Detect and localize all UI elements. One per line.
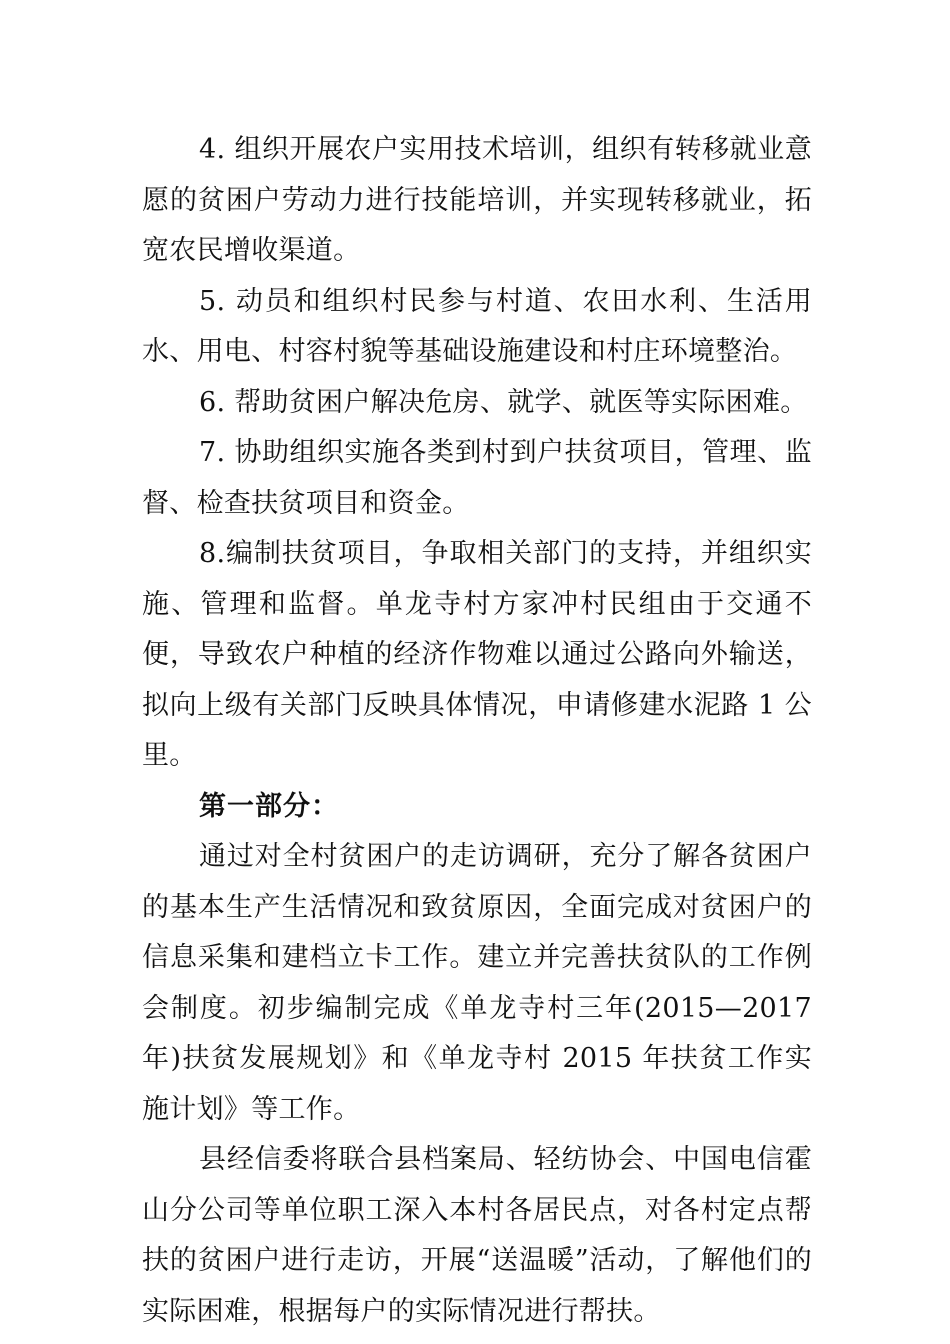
paragraph-item-4: 4. 组织开展农户实用技术培训，组织有转移就业意愿的贫困户劳动力进行技能培训，并实现转移就业，拓宽农民增收渠道。 <box>142 134 812 266</box>
document-page <box>142 125 812 1337</box>
paragraph-item-6: 6. 帮助贫困户解决危房、就学、就医等实际困难。 <box>199 386 808 418</box>
section-heading: 第一部分： <box>199 790 339 822</box>
paragraph-item-7: 7. 协助组织实施各类到村到户扶贫项目，管理、监督、检查扶贫项目和资金。 <box>142 437 812 519</box>
section-paragraph-visits: 县经信委将联合县档案局、轻纺协会、中国电信霍山分公司等单位职工深入本村各居民点，对各村定点帮扶的贫困户进行走访，开展“送温暖”活动，了解他们的实际困难，根据每户的实际情况进行帮扶。 <box>142 1144 812 1327</box>
paragraph-item-8: 8.编制扶贫项目，争取相关部门的支持，并组织实施、管理和监督。单龙寺村方家冲村民组由于交通不便，导致农户种植的经济作物难以通过公路向外输送，拟向上级有关部门反映具体情况，申请修建水泥路 1 公里。 <box>142 538 812 771</box>
paragraph-item-5: 5. 动员和组织村民参与村道、农田水利、生活用水、用电、村容村貌等基础设施建设和村庄环境整治。 <box>142 285 812 367</box>
section-paragraph-survey: 通过对全村贫困户的走访调研，充分了解各贫困户的基本生产生活情况和致贫原因，全面完成对贫困户的信息采集和建档立卡工作。建立并完善扶贫队的工作例会制度。初步编制完成《单龙寺村三年(2015—2017 年)扶贫发展规划》和《单龙寺村 2015 年扶贫工作实施计划》等工作。 <box>142 841 812 1125</box>
